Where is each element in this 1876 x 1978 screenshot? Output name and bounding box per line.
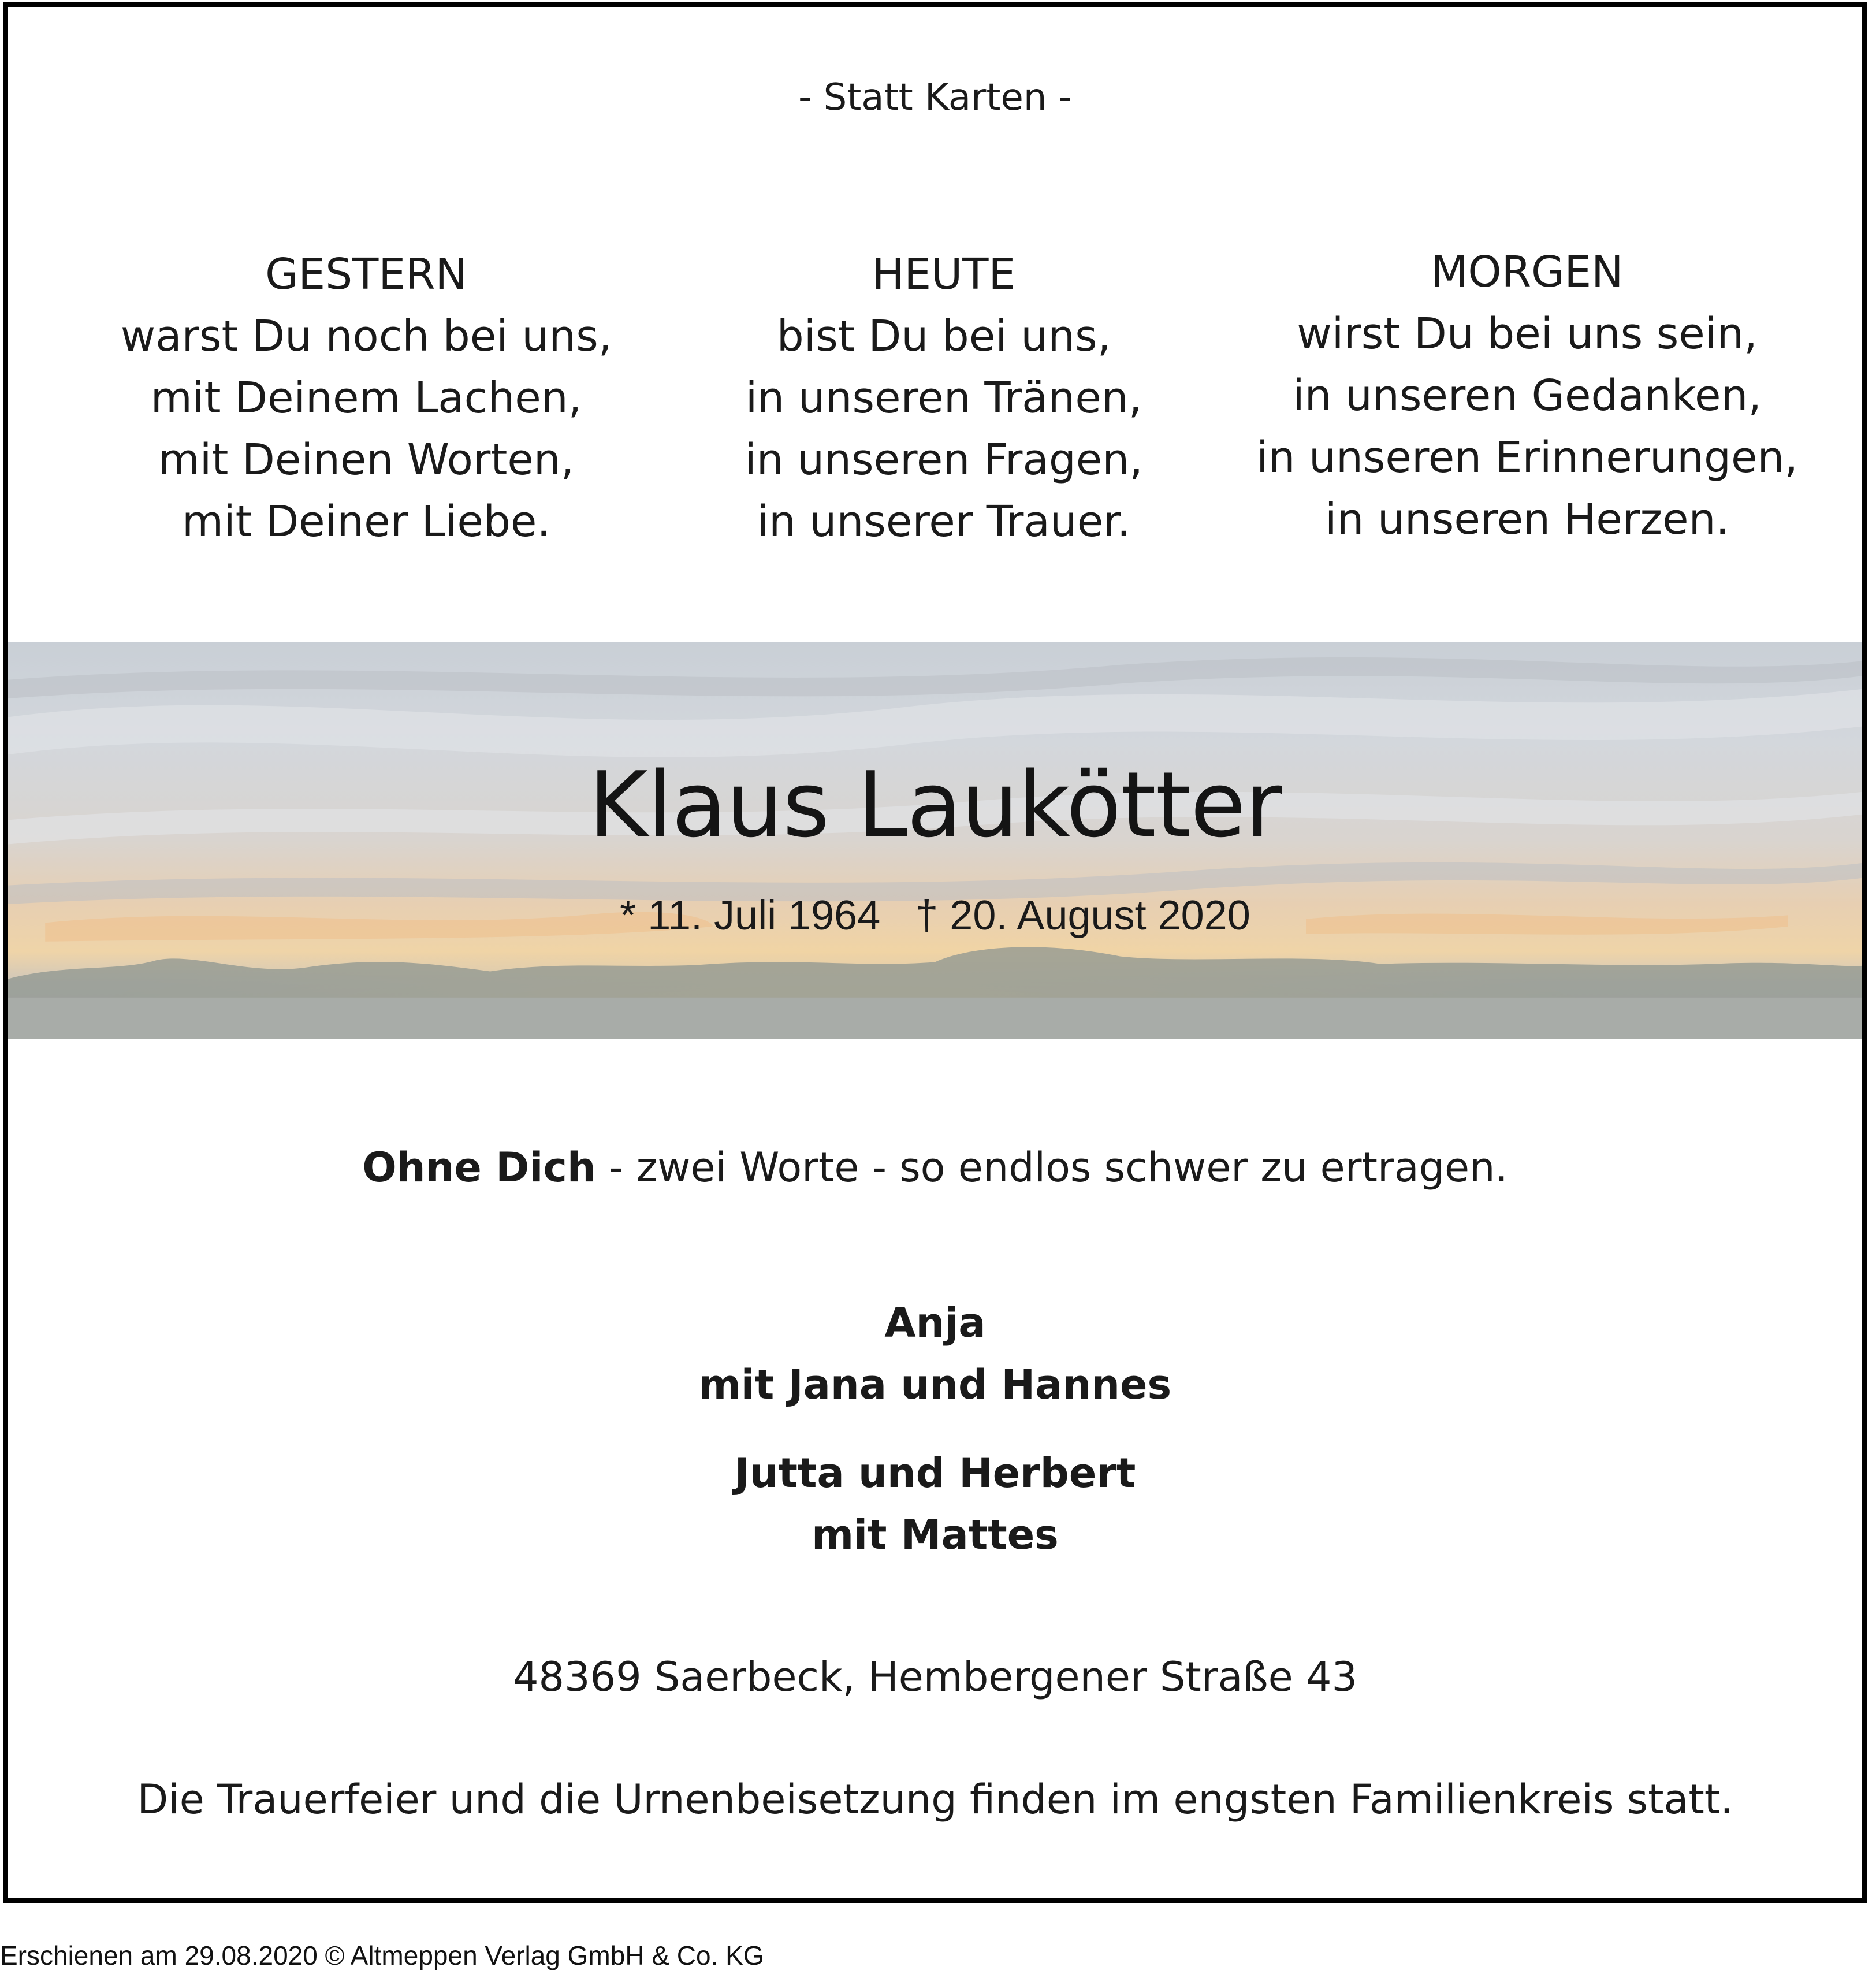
poem-line: in unseren Fragen,	[745, 435, 1143, 485]
poem-line: mit Deinen Worten,	[158, 435, 575, 485]
death-date: † 20. August 2020	[915, 893, 1250, 939]
poem-title: MORGEN	[1431, 247, 1624, 297]
family-line: Anja	[884, 1299, 986, 1347]
poem-line: in unseren Tränen,	[745, 373, 1142, 423]
poem-column-morgen	[1215, 241, 1839, 551]
poem-line: in unseren Erinnerungen,	[1256, 433, 1798, 482]
birth-date: * 11. Juli 1964	[620, 893, 881, 939]
publication-footer: Erschienen am 29.08.2020 © Altmeppen Verlag GmbH & Co. KG	[0, 1940, 764, 1970]
family-line: Jutta und Herbert	[734, 1449, 1136, 1497]
quote	[8, 1144, 1862, 1191]
family-line: mit Jana und Hannes	[698, 1361, 1172, 1408]
poem-line: in unserer Trauer.	[757, 497, 1131, 546]
family-group-2	[8, 1442, 1862, 1566]
quote-bold: Ohne Dich	[362, 1144, 596, 1191]
poem-line: wirst Du bei uns sein,	[1297, 309, 1758, 359]
poem-line: warst Du noch bei uns,	[120, 311, 612, 361]
obituary-frame	[3, 2, 1867, 1903]
ceremony-notice: Die Trauerfeier und die Urnenbeisetzung finden im engsten Familienkreis statt.	[137, 1776, 1733, 1823]
poem-column-gestern	[60, 244, 672, 553]
quote-rest: - zwei Worte - so endlos schwer zu ertragen.	[595, 1144, 1508, 1191]
poem-line: in unseren Herzen.	[1324, 494, 1729, 544]
poem-title: HEUTE	[872, 250, 1016, 299]
life-dates	[8, 892, 1862, 939]
poem-column-heute	[638, 244, 1250, 553]
poem-line: mit Deiner Liebe.	[182, 497, 550, 546]
poem-line: mit Deinem Lachen,	[150, 373, 582, 423]
poem-title: GESTERN	[265, 250, 467, 299]
family-line: mit Mattes	[812, 1511, 1059, 1559]
family-group-1	[8, 1292, 1862, 1416]
address: 48369 Saerbeck, Hembergener Straße 43	[512, 1653, 1358, 1701]
poem-line: in unseren Gedanken,	[1293, 371, 1762, 421]
deceased-name: Klaus Laukötter	[588, 752, 1282, 857]
poem-line: bist Du bei uns,	[776, 311, 1111, 361]
intro-text: - Statt Karten -	[798, 76, 1072, 119]
